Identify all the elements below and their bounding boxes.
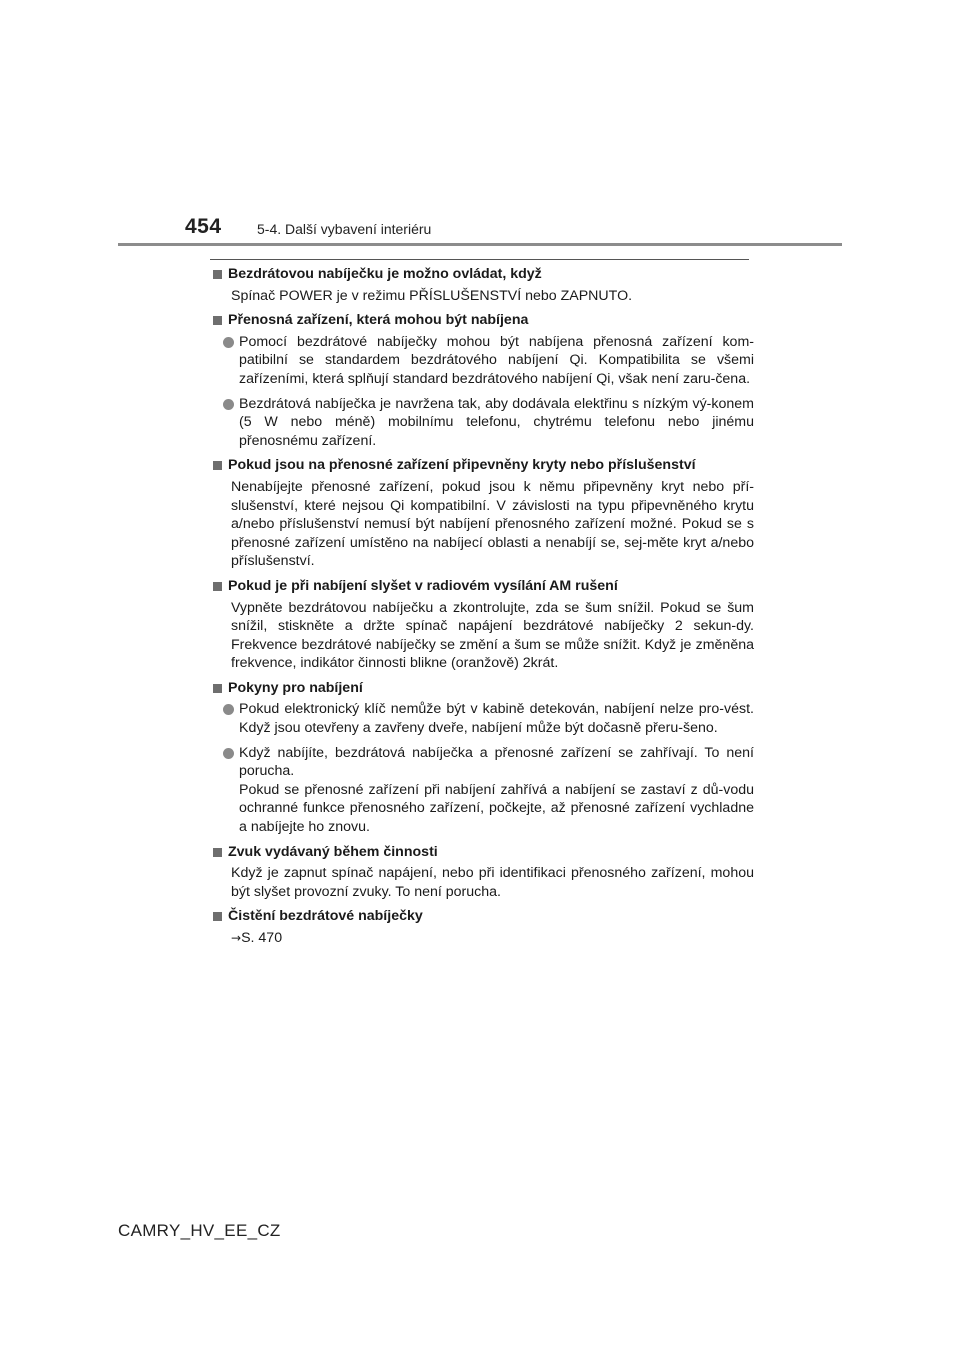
paragraph: Nenabíjejte přenosné zařízení, pokud jsou k němu připevněny kryt nebo pří-slušenství, které nejsou Qi kompatibilní. V závislosti na typu připevněného krytu a/nebo příslušenství nemusí být nabíjení přenosného zařízení možné. Pokud se s přenosné zařízení umístěno na nabíjecí oblasti a nenabíjí se, sej-měte kryt a/nebo příslušenství. [231, 478, 754, 570]
section-operating-sounds [210, 843, 754, 902]
paragraph: Vypněte bezdrátovou nabíječku a zkontrolujte, zda se šum snížil. Pokud se šum snížil, stiskněte a držte spínač napájení bezdrátové nabíječky 2 sekun-dy. Frekvence bezdrátové nabíječky se změní a šum se může snížit. Když je změněna frekvence, indikátor činnosti blikne (oranžově) 2krát. [231, 599, 754, 672]
section-cleaning [210, 907, 754, 947]
section-charging-conditions [210, 265, 754, 305]
circle-bullet-icon [223, 748, 234, 759]
section-heading [210, 679, 754, 698]
square-bullet-icon [213, 461, 222, 470]
heading-text: Pokud jsou na přenosné zařízení připevněny kryty nebo příslušenství [228, 457, 696, 474]
section-title: 5-4. Další vybavení interiéru [257, 221, 432, 237]
arrow-right-icon: → [231, 931, 242, 945]
page-reference-text: S. 470 [241, 930, 283, 946]
section-heading [210, 907, 754, 926]
bullet-text-continuation: Pokud se přenosné zařízení při nabíjení zahřívá a nabíjení se zastaví z dů-vodu ochranné funkce přenosného zařízení, počkejte, až přenosné zařízení vychladne a nabíjejte ho znovu. [239, 781, 754, 836]
square-bullet-icon [213, 848, 222, 857]
bullet-text: Bezdrátová nabíječka je navržena tak, aby dodávala elektřinu s nízkým vý-konem (5 W nebo méně) mobilnímu telefonu, chytrému telefonu nebo jinému přenosnému zařízení. [239, 395, 754, 449]
section-heading [210, 265, 754, 284]
bullet-text: Pomocí bezdrátové nabíječky mohou být nabíjena přenosná zařízení kom-patibilní se standardem bezdrátového nabíjení Qi. Kompatibilita se všemi zařízeními, která splňují standard bezdrátového nabíjení Qi, však není zaru-čena. [239, 333, 754, 387]
header-divider [118, 243, 842, 246]
document-code: CAMRY_HV_EE_CZ [118, 1221, 281, 1240]
heading-text: Pokyny pro nabíjení [228, 679, 363, 696]
bullet-item [210, 744, 754, 837]
heading-text: Čistění bezdrátové nabíječky [228, 908, 423, 925]
heading-text: Přenosná zařízení, která mohou být nabíjena [228, 312, 529, 329]
content-top-divider [210, 259, 749, 260]
paragraph: Spínač POWER je v režimu PŘÍSLUŠENSTVÍ nebo ZAPNUTO. [231, 287, 633, 304]
section-charging-instructions [210, 679, 754, 837]
square-bullet-icon [213, 270, 222, 279]
page-number: 454 [185, 215, 222, 238]
circle-bullet-icon [223, 399, 234, 410]
circle-bullet-icon [223, 704, 234, 715]
bullet-text-line: Když nabíjíte, bezdrátová nabíječka a přenosné zařízení se zahřívají. To není porucha. [239, 744, 754, 780]
square-bullet-icon [213, 582, 222, 591]
section-heading [210, 843, 754, 862]
section-heading [210, 311, 754, 330]
heading-text: Zvuk vydávaný během činnosti [228, 843, 438, 860]
bullet-item [210, 395, 754, 451]
heading-text: Bezdrátovou nabíječku je možno ovládat, když [228, 266, 542, 282]
paragraph: Když je zapnut spínač napájení, nebo při identifikaci přenosného zařízení, mohou být slyšet provozní zvuky. To není porucha. [231, 865, 754, 900]
square-bullet-icon [213, 316, 222, 325]
heading-text: Pokud je při nabíjení slyšet v radiovém vysílání AM rušení [228, 577, 618, 594]
square-bullet-icon [213, 684, 222, 693]
bullet-text [239, 744, 754, 837]
bullet-item [210, 700, 754, 737]
section-am-noise [210, 577, 754, 673]
square-bullet-icon [213, 912, 222, 921]
bullet-item [210, 333, 754, 389]
bullet-text: Pokud elektronický klíč nemůže být v kabině detekován, nabíjení nelze pro-vést. Když jsou otevřeny a zavřeny dveře, nabíjení může být dočasně přeru-šeno. [239, 701, 754, 737]
content-body [210, 265, 754, 954]
section-heading [210, 456, 754, 475]
section-chargeable-devices [210, 311, 754, 450]
section-heading [210, 577, 754, 596]
page-reference-link[interactable] [231, 929, 754, 948]
circle-bullet-icon [223, 337, 234, 348]
section-covers-accessories [210, 456, 754, 571]
